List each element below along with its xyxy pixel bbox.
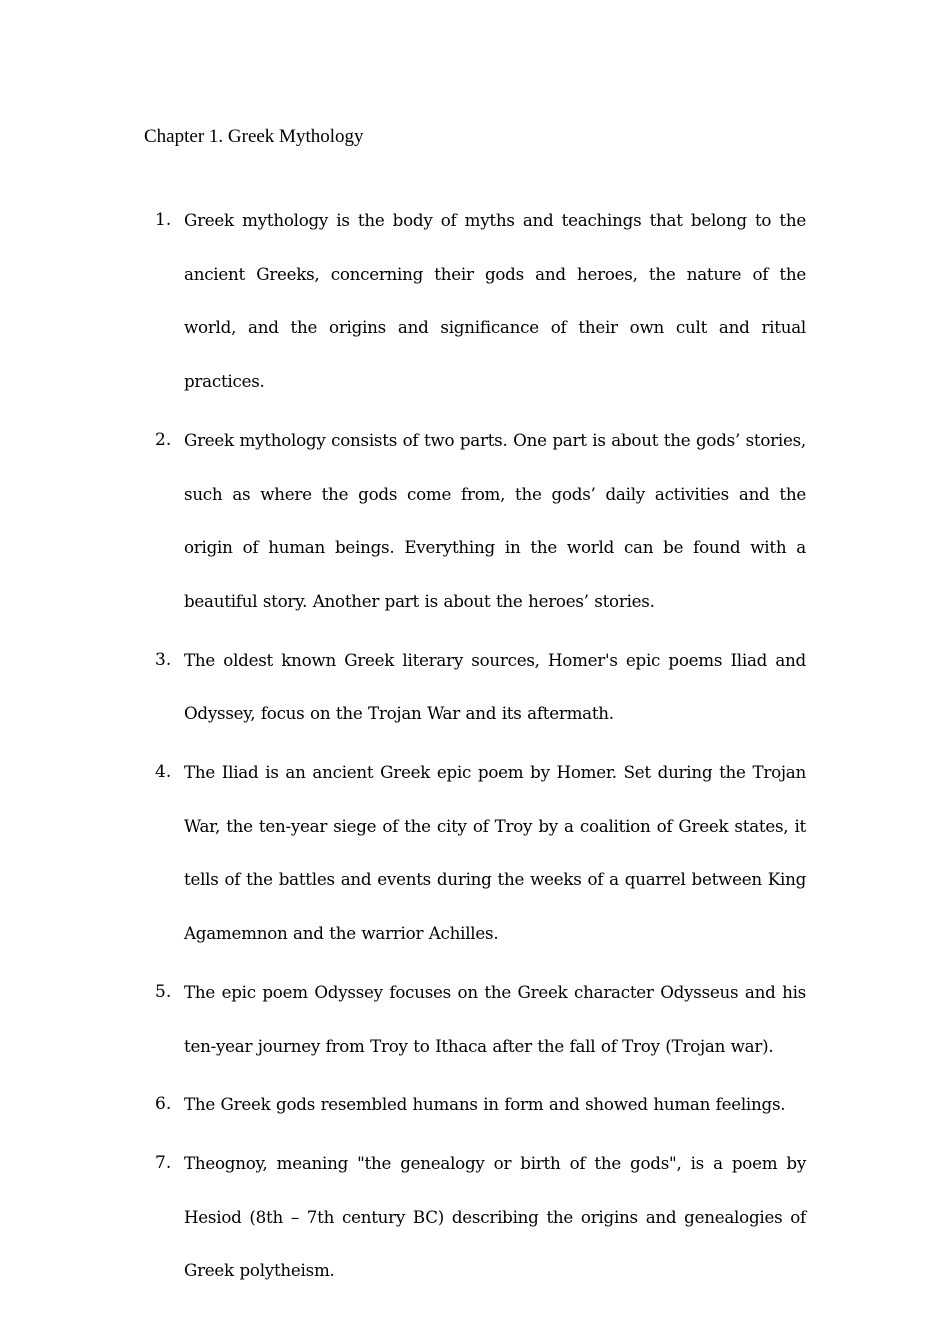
list-item [144, 194, 806, 409]
list-item-number: 4. [155, 762, 172, 783]
list-item [144, 966, 806, 1073]
list-item-number: 5. [155, 981, 172, 1002]
list-item-text: Greek mythology is the body of myths and teachings that belong to the ancient Greeks, concerning their gods and heroes, the nature of the world, and the origins and significance of their own cult and ritual practices. [184, 210, 806, 392]
list-item-number: 2. [155, 429, 172, 450]
list-item-number: 6. [155, 1094, 172, 1115]
list-item-text: Greek mythology consists of two parts. One part is about the gods’ stories, such as where the gods come from, the gods’ daily activities and the origin of human beings. Everything in the world can be found with a beautiful story. Another part is about the heroes’ stories. [184, 429, 806, 611]
list-item [144, 414, 806, 629]
list-item-text: The Greek gods resembled humans in form and showed human feelings. [184, 1094, 786, 1115]
list-item-text: Theognoy, meaning "the genealogy or birth of the gods", is a poem by Hesiod (8th – 7th century BC) describing the origins and genealogies of Greek polytheism. [184, 1152, 806, 1281]
list-item-text: The oldest known Greek literary sources, Homer's epic poems Iliad and Odyssey, focus on the Trojan War and its aftermath. [184, 649, 806, 724]
numbered-list [144, 194, 806, 1303]
chapter-title: Chapter 1. Greek Mythology [144, 126, 364, 147]
list-item [144, 746, 806, 961]
list-item-text: The epic poem Odyssey focuses on the Greek character Odysseus and his ten-year journey from Troy to Ithaca after the fall of Troy (Trojan war). [184, 981, 806, 1056]
list-item-number: 3. [155, 649, 172, 670]
list-item [144, 634, 806, 741]
list-item [144, 1137, 806, 1298]
list-item-number: 1. [155, 210, 172, 230]
list-item [144, 1078, 806, 1132]
list-item-number: 7. [155, 1152, 172, 1173]
list-item-text: The Iliad is an ancient Greek epic poem by Homer. Set during the Trojan War, the ten-year siege of the city of Troy by a coalition of Greek states, it tells of the battles and events during the weeks of a quarrel between King Agamemnon and the warrior Achilles. [184, 762, 806, 944]
